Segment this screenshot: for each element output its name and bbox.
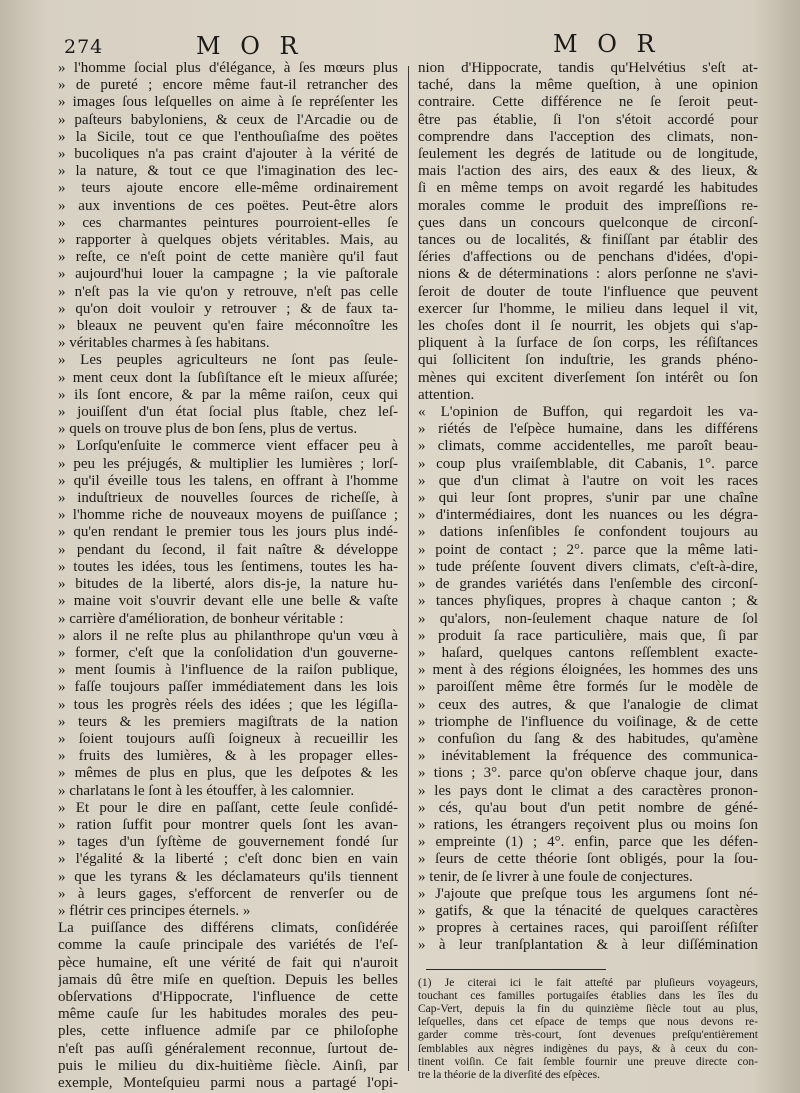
text-line: » Lorſqu'enſuite le commerce vient effacer peu à [58, 438, 398, 455]
text-line: » l'homme riche de nouveaux moyens de puiſſance ; [58, 507, 398, 524]
footnote-line: (1) Je citerai ici le fait atteſté par pluſieurs voyageurs, [418, 976, 758, 989]
text-line: » qu'en rendant le premier tous les jours plus indé- [58, 524, 398, 541]
text-line: même cauſe ſur les habitudes morales des peu- [58, 1006, 398, 1023]
text-line: » bucoliques n'a pas craint d'ajouter à la vérité de [58, 146, 398, 163]
text-line: » l'homme ſocial plus d'élégance, à ſes mœurs plus [58, 60, 398, 76]
text-line: morales comme le produit des impreſſions re- [418, 197, 758, 214]
text-line: attention. [418, 386, 475, 403]
text-line: » véritables charmes à ſes habitans. [58, 335, 270, 352]
text-line: » tions ; 3°. parce qu'on obſerve chaque jour, dans [418, 765, 758, 782]
text-line: » jouiſſent d'un état ſocial plus ſtable, chez leſ- [58, 404, 398, 421]
text-line: » triomphe de l'influence du voiſinage, & de cette [418, 713, 758, 730]
text-line: ſéries d'affections ou de penchans d'idées, d'opi- [418, 249, 758, 266]
text-line: » dations inſenſibles ſe confondent toujours au [418, 524, 758, 541]
text-line: mènes qui excitent diverſement ſon intérêt ou ſon [418, 369, 758, 386]
text-line: tances ou de localités, & finiſſant par établir des [418, 232, 758, 249]
text-line: les choſes dont il ſe nourrit, les objets qui s'ap- [418, 318, 758, 335]
text-line: » qu'on doit vouloir y retrouver ; & de faux ta- [58, 300, 398, 317]
text-line: » quels on trouve plus de bon ſens, plus de vertus. [58, 421, 358, 438]
text-line: » coup plus vraiſemblable, dit Cabanis, 1°. parce [418, 455, 758, 472]
text-line: » à leurs gages, s'efforcent de renverſer ou de [58, 885, 398, 902]
text-line: être pas établie, ſi l'on s'étoit accordé pour [418, 111, 758, 128]
text-line: » pendant du ſecond, il fait naître & développe [58, 541, 398, 558]
text-line: » faſſe toujours paſſer immédiatement dans les lois [58, 679, 398, 696]
text-line: » bleaux ne peuvent qu'en faire méconnoître les [58, 318, 398, 335]
text-line: » produit ſa race particulière, mais que, ſi par [418, 627, 758, 644]
text-line: » climats, comme accidentelles, me paroît beau- [418, 438, 758, 455]
text-line: » ces charmantes peintures pourroient-elles ſe [58, 214, 398, 231]
text-line: » propres à certaines races, qui paroiſſent réſiſter [418, 920, 758, 937]
text-line: exercer ſur l'homme, le milieu dans lequel il vit, [418, 300, 758, 317]
text-line: » les pays dont le climat a des caractères pronon- [418, 782, 758, 799]
text-line: » la Sicile, tout ce que l'enthouſiaſme des poëtes [58, 128, 398, 145]
text-line: » aux inventions de ces poëtes. Peut-être alors [58, 197, 398, 214]
text-line: » alors il ne reſte plus au philanthrope qu'un vœu à [58, 627, 398, 644]
text-line: » flétrir ces principes éternels. » [58, 902, 251, 919]
text-line: » point de contact ; 2°. parce que la même lati- [418, 541, 758, 558]
text-line: » toutes les idées, tous les ſentimens, toutes les ha- [58, 558, 398, 575]
text-line: ſeulement les degrés de latitude ou de longitude, [418, 146, 758, 163]
text-line: ſi en même temps on avoit regardé les habitudes [418, 180, 758, 197]
text-line: » induſtrieux de nouvelles ſources de richeſſe, à [58, 490, 398, 507]
text-line: » peu les préjugés, & multiplier les lumières ; lorſ- [58, 455, 398, 472]
text-line: » tenir, de ſe livrer à une foule de conjectures. [418, 868, 693, 885]
text-line: » qu'il éveille tous les talens, en offrant à l'homme [58, 472, 398, 489]
text-line: » former, c'eſt que la conſolidation d'un gouverne- [58, 644, 398, 661]
footnote-line: tinent voiſin. Ce fait ſemble fournir une preuve directe con- [418, 1055, 758, 1068]
text-line: » tages d'un ſyſtème de gouvernement fondé ſur [58, 834, 398, 851]
text-line: » confuſion du ſang & des habitudes, qu'amène [418, 730, 758, 747]
text-line: mais l'action des airs, des eaux & des lieux, & [418, 163, 758, 180]
footnote-line: touchant ces familles portugaiſes établies dans les îles du [418, 989, 758, 1002]
footnote-line: leſquelles, dans cet eſpace de temps que nous devons re- [418, 1016, 758, 1029]
running-title-right: M O R [553, 30, 661, 58]
footnote-line: tre la théorie de la diverſité des eſpèces. [418, 1068, 600, 1081]
text-line: » charlatans le ſont à les étouffer, à les calomnier. [58, 782, 355, 799]
text-line: » empreinte (1) ; 4°. enfin, parce que les défen- [418, 834, 758, 851]
text-line: » carrière d'amélioration, de bonheur véritable : [58, 610, 344, 627]
text-line: » de grandes variétés dans l'enſemble des circonſ- [418, 576, 758, 593]
text-line: » maine voit s'ouvrir devant elle une belle & vaſte [58, 593, 398, 610]
text-line: » haſard, quelques cantons reſſemblent exacte- [418, 644, 758, 661]
text-line: » ceux des autres, & que l'analogie de climat [418, 696, 758, 713]
text-line: » paroiſſent même être formés ſur le modèle de [418, 679, 758, 696]
page-number: 274 [64, 36, 104, 58]
text-line: » l'égalité & la liberté ; c'eſt donc bien en vain [58, 851, 398, 868]
text-line: » rapporter à quelques objets véritables. Mais, au [58, 232, 398, 249]
text-line: » qu'alors, non-ſeulement chaque nature de ſol [418, 610, 758, 627]
text-line: » de pureté ; encore même faut-il retrancher des [58, 77, 398, 94]
text-line: obſervations d'Hippocrate, l'influence de cette [58, 988, 398, 1005]
text-line: » bitudes de la liberté, alors dis-je, la nature hu- [58, 576, 398, 593]
footnote-line: garder comme très-court, ſont devenues preſqu'entièrement [418, 1029, 758, 1042]
text-line: nions & de déterminations : alors perſonne ne s'avi- [418, 266, 758, 283]
text-line: » ſeurs de cette théorie ſont obligés, pour la ſou- [418, 851, 758, 868]
text-line: » tances phyſiques, propres à chaque canton ; & [418, 593, 758, 610]
text-line: » riétés de l'eſpèce humaine, dans les différens [418, 421, 758, 438]
text-line: ples, cette influence admiſe par ce philoſophe [58, 1023, 398, 1040]
text-line: » qui leur ſont propres, s'unir par une chaîne [418, 490, 758, 507]
right-column-body [418, 60, 758, 955]
text-line: comme la cauſe principale des variétés de l'eſ- [58, 937, 398, 954]
text-line: » rations, les étrangers reçoivent plus ou moins ſon [418, 816, 758, 833]
text-line: taché, dans la même queſtion, à une opinion [418, 77, 758, 94]
text-line: » images ſous leſquelles on aime à ſe repréſenter les [58, 94, 398, 111]
text-line: comprendre dans l'acception des climats, non- [418, 128, 758, 145]
text-line: » ſoient toujours auſſi ſoigneux à recueillir les [58, 730, 398, 747]
text-line: » que les tyrans & les déclamateurs qu'ils tiennent [58, 868, 398, 885]
text-line: » aujourd'hui louer la campagne ; la vie paſtorale [58, 266, 398, 283]
text-line: qui ſollicitent ſon induſtrie, les grands phéno- [418, 352, 758, 369]
text-line: » n'eſt pas la vie qu'on y retrouve, n'eſt pas celle [58, 283, 398, 300]
text-line: » Et pour le dire en paſſant, cette ſeule conſidé- [58, 799, 398, 816]
text-line: » ration ſuffit pour montrer quels ſont les avan- [58, 816, 398, 833]
text-line: pèce humaine, eſt une vérité de fait qui n'auroit [58, 954, 398, 971]
text-line: jamais dû être miſe en queſtion. Depuis les belles [58, 971, 398, 988]
text-line: » la nature, & tout ce que l'imagination des lec- [58, 163, 398, 180]
text-line: » ment ceux dont la ſubſiſtance eſt le mieux aſſurée; [58, 369, 398, 386]
text-line: » ils ſont encore, & par la même raiſon, ceux qui [58, 386, 398, 403]
text-line: » teurs & les premiers magiſtrats de la nation [58, 713, 398, 730]
text-line: exemple, Monteſquieu parmi nous a partagé l'opi- [58, 1074, 398, 1091]
text-line: pliquent à la ſurface de ſon corps, les réſiſtances [418, 335, 758, 352]
footnote [418, 977, 758, 1083]
text-line: contraire. Cette différence ne ſe ſeroit peut- [418, 94, 758, 111]
text-line: » gatifs, & que la ténacité de quelques caractères [418, 902, 758, 919]
text-line: çues dans un concours quelconque de circonſ- [418, 214, 758, 231]
column-divider [408, 66, 409, 1071]
text-line: » tous les progrès réels des idées ; que les légiſla- [58, 696, 398, 713]
running-title-left: M O R [196, 32, 304, 60]
text-line: » cés, qu'au bout d'un petit nombre de géné- [418, 799, 758, 816]
text-line: » d'intermédiaires, dont les nuances ou les dégra- [418, 507, 758, 524]
text-line: » mêmes de plus en plus, que les deſpotes & les [58, 765, 398, 782]
text-line: » paſteurs babyloniens, & ceux de l'Arcadie ou de [58, 111, 398, 128]
text-line: » teurs ajoute encore elle-même ordinairement [58, 180, 398, 197]
footnote-rule [426, 969, 606, 970]
text-line: » inévitablement la fréquence des communica- [418, 748, 758, 765]
running-header [0, 30, 800, 60]
text-line: » que d'un climat à l'autre on voit les races [418, 472, 758, 489]
text-line: » fruits des lumières, & à les propager elles- [58, 748, 398, 765]
text-line: nion d'Hippocrate, tandis qu'Helvétius s'eſt at- [418, 60, 758, 76]
footnote-line: ſemblables aux nègres indigènes du pays, & à ceux du con- [418, 1042, 758, 1055]
text-line: ſeroit de douter de toute l'influence que peuvent [418, 283, 758, 300]
text-line: » J'ajoute que preſque tous les argumens ſont né- [418, 885, 758, 902]
left-column [58, 60, 398, 1092]
footnote-line: Cap-Vert, depuis la fin du quinzième ſiècle tout au plus, [418, 1002, 758, 1015]
text-line: » reſte, ce n'eſt point de cette manière qu'il faut [58, 249, 398, 266]
right-column [418, 60, 758, 1082]
text-line: La puiſſance des différens climats, conſidérée [58, 920, 398, 937]
text-line: » tude préſente ſouvent divers climats, c'eſt-à-dire, [418, 558, 758, 575]
text-line: puis le milieu du dix-huitième ſiècle. Ainſi, par [58, 1057, 398, 1074]
text-line: « L'opinion de Buffon, qui regardoit les va- [418, 404, 758, 421]
text-line: » Les peuples agriculteurs ne ſont pas ſeule- [58, 352, 398, 369]
text-line: n'eſt pas auſſi généralement reconnue, ſurtout de- [58, 1040, 398, 1057]
text-line: » ment à des régions éloignées, les hommes des uns [418, 662, 758, 679]
text-line: » à leur tranſplantation & à leur diſſémination [418, 937, 758, 954]
text-line: » ment ſoumis à l'influence de la raiſon publique, [58, 662, 398, 679]
